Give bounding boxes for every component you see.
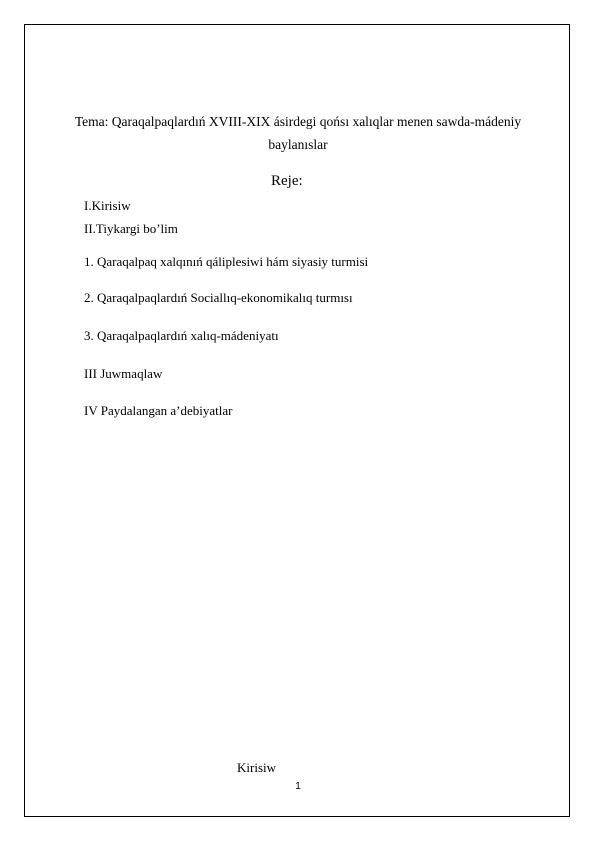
plan-item-conclusion: III Juwmaqlaw (84, 366, 163, 381)
plan-item-references: IV Paydalangan a’debiyatlar (84, 403, 233, 418)
plan-item-3: 3. Qaraqalpaqlardıń xalıq-mádeniyatı (84, 328, 279, 343)
plan-heading: Reje: (271, 173, 303, 189)
plan-item-main-part: II.Tiykargi bo’lim (84, 221, 178, 236)
page-number: 1 (295, 781, 301, 792)
plan-item-2: 2. Qaraqalpaqlardıń Sociallıq-ekonomikalıq turmısı (84, 290, 353, 305)
plan-item-1: 1. Qaraqalpaq xalqınıń qáliplesiwi hám siyasiy turmisi (84, 254, 369, 269)
document-title: Tema: Qaraqalpaqlardıń XVIII-XIX ásirdegi qońsı xalıqlar menen sawda-mádeniy baylanıslar (74, 114, 522, 152)
section-heading-intro: Kirisiw (237, 760, 276, 775)
plan-item-intro: I.Kirisiw (84, 198, 131, 213)
